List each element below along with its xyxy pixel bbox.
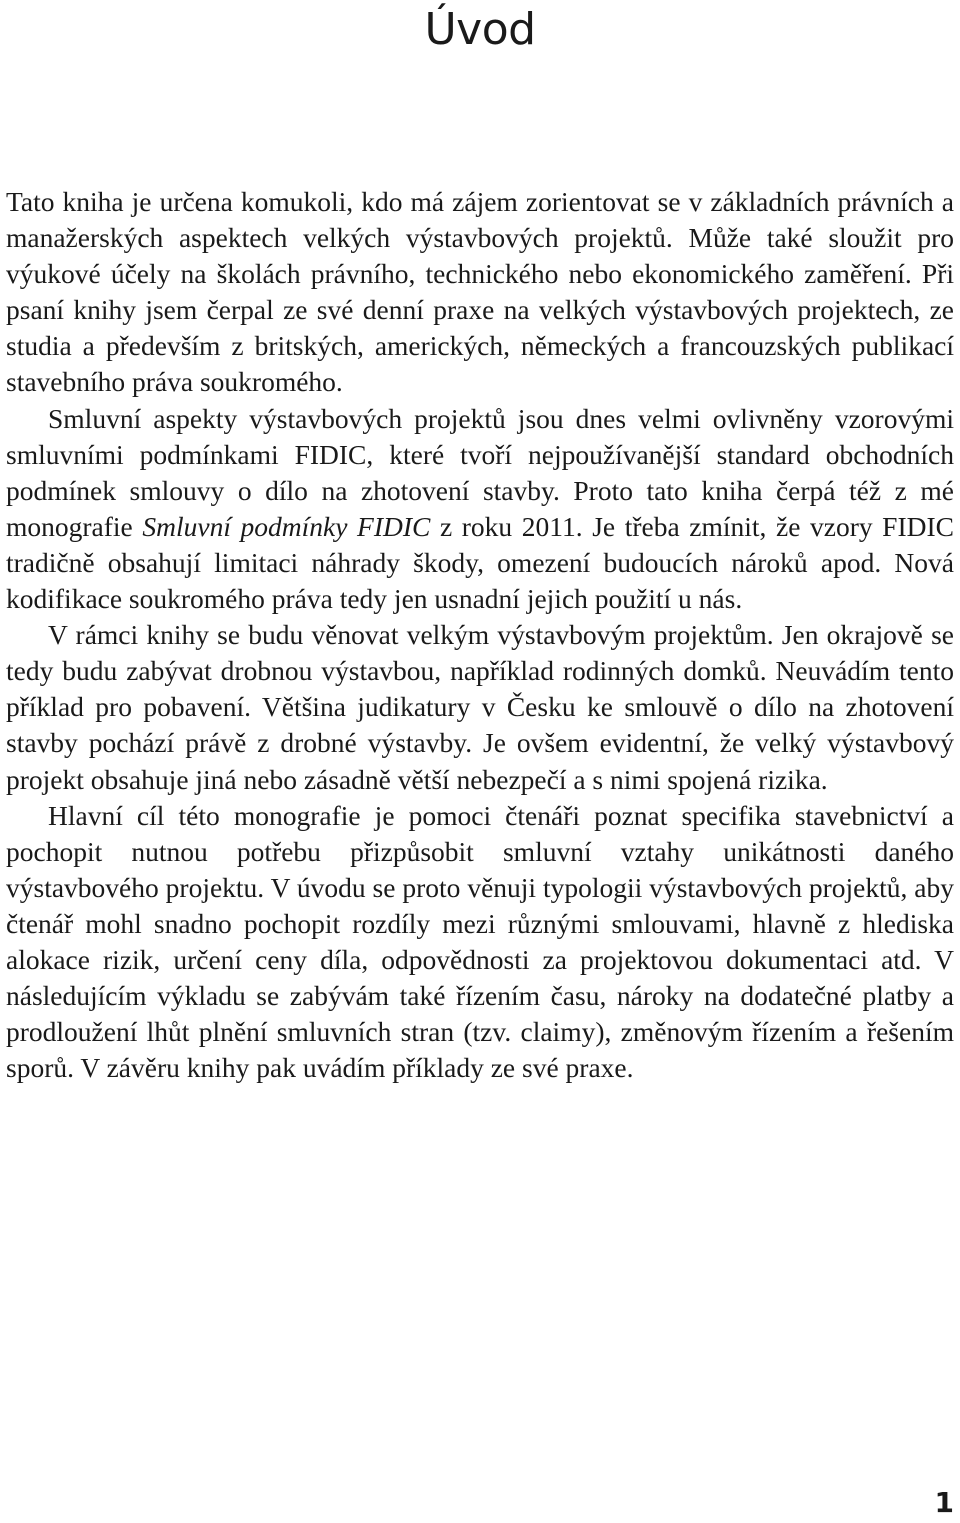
paragraph-3: V rámci knihy se budu věnovat velkým výstavbovým projektům. Jen okrajově se tedy budu zabývat drobnou výstavbou, například rodinných domků. Neuvádím tento příklad pro pobavení. Většina judikatury v Česku ke smlouvě o dílo na zhotovení stavby pochází právě z drobné výstavby. Je ovšem evidentní, že velký výstavbový projekt obsahuje jiná nebo zásadně větší nebezpečí a s nimi spojená rizika. (6, 619, 954, 795)
paragraph-2-text-before: Smluvní aspekty výstavbových projektů jsou dnes velmi ovlivněny vzorovými smluvními podmínkami FIDIC, které tvoří nejpoužívanější standard obchodních podmínek smlouvy o dílo na zhotovení stavby. Proto tato kniha čerpá též z mé monografie (6, 402, 954, 542)
page-title: Úvod (424, 4, 536, 55)
monograph-title-italic: Smluvní podmínky FIDIC (142, 510, 431, 542)
paragraph-4: Hlavní cíl této monografie je pomoci čtenáři poznat specifika stavebnictví a pochopit nutnou potřebu přizpůsobit smluvní vztahy unikátnosti daného výstavbového projektu. V úvodu se proto věnuji typologii výstavbových projektů, aby čtenář mohl snadno pochopit rozdíly mezi různými smlouvami, hlavně z hlediska alokace rizik, určení ceny díla, odpovědnosti za projektovou dokumentaci atd. V následujícím výkladu se zabývám také řízením času, nároky na dodatečné platby a prodloužení lhůt plnění smluvních stran (tzv. claimy), změnovým řízením a řešením sporů. V závěru knihy pak uvádím příklady ze své praxe. (6, 799, 954, 1084)
paragraph-1: Tato kniha je určena komukoli, kdo má zájem zorientovat se v základních právních a manažerských aspektech velkých výstavbových projektů. Může také sloužit pro výukové účely na školách právního, technického nebo ekonomického zaměření. Při psaní knihy jsem čerpal ze své denní praxe na velkých výstavbových projektech, ze studia a především z britských, amerických, německých a francouzských publikací stavebního práva soukromého. (6, 186, 954, 398)
paragraph-2-text-after: z roku 2011. Je třeba zmínit, že vzory FIDIC tradičně obsahují limitaci náhrady škody, omezení budoucích nároků apod. Nová kodifikace soukromého práva tedy jen usnadní jejich použití u nás. (6, 510, 954, 615)
page-number: 1 (934, 1486, 954, 1519)
body-text (6, 184, 954, 1086)
paragraph-2 (6, 401, 954, 618)
